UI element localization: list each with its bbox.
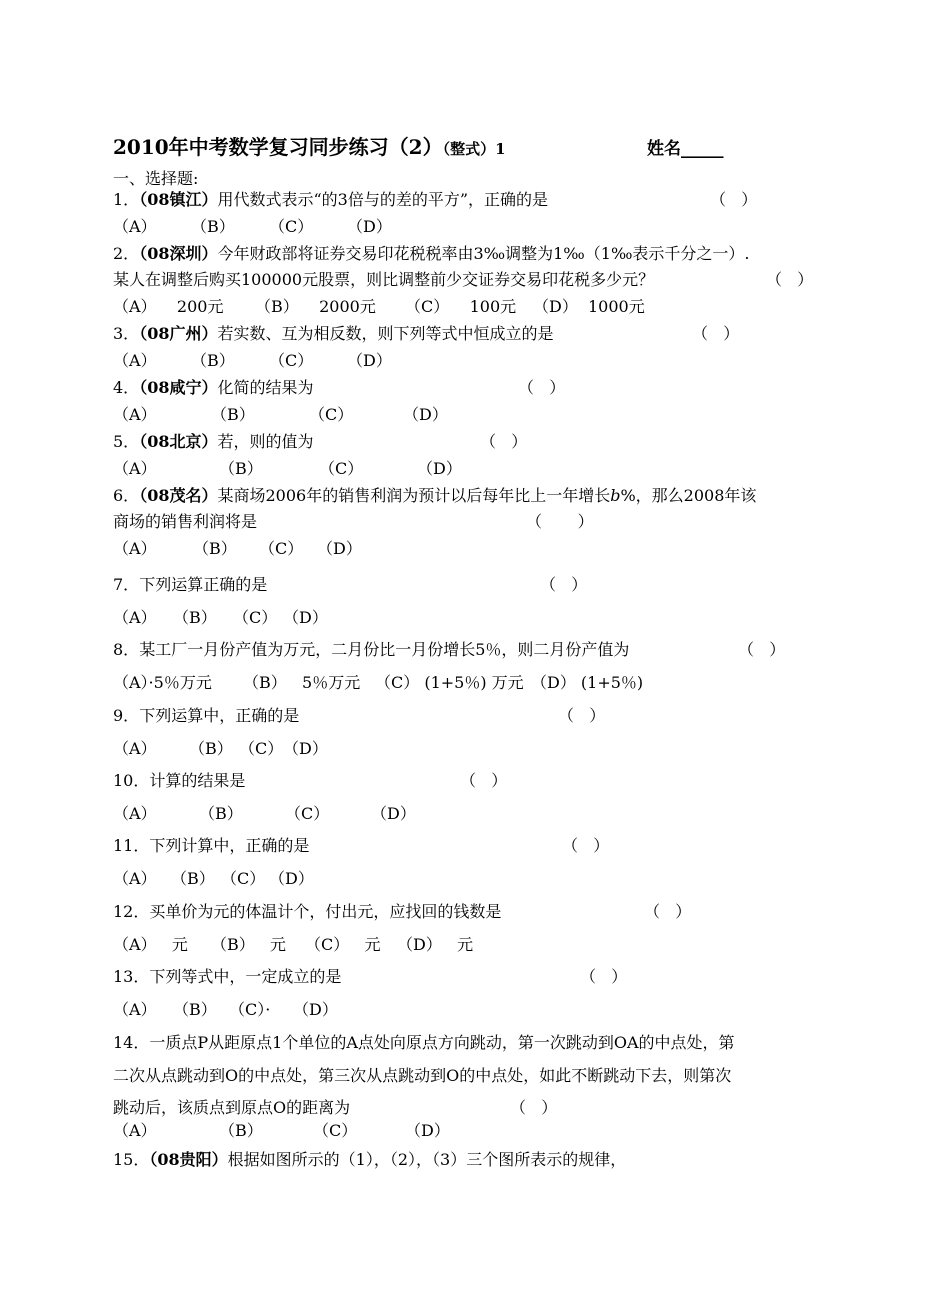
options-7: （A） （B） （C） （D） (113, 608, 328, 627)
options-5: （A） （B） （C） （D） (113, 459, 462, 478)
question-14-line-3: 跳动后，该质点到原点O的距离为 (113, 1098, 351, 1117)
question-15: 15．（08贵阳）根据如图所示的（1），（2），（3）三个图所表示的规律， (113, 1150, 627, 1169)
answer-blank-14: （ ） (510, 1098, 558, 1117)
question-2-line-2: 某人在调整后购买100000元股票，则比调整前少交证券交易印花税多少元？ (113, 270, 655, 289)
name-field-label: 姓名_____ (647, 139, 724, 159)
answer-blank-3: （ ） (692, 324, 740, 343)
question-6-line-2: 商场的销售利润将是 (113, 512, 258, 531)
question-9: 9．下列运算中，正确的是 (113, 706, 300, 725)
question-1: 1．（08镇江）用代数式表示“的3倍与的差的平方”，正确的是 (113, 190, 549, 209)
answer-blank-12: （ ） (644, 902, 692, 921)
answer-blank-13: （ ） (580, 967, 628, 986)
question-10: 10．计算的结果是 (113, 771, 246, 790)
answer-blank-4: （ ） (518, 378, 566, 397)
section-heading: 一、选择题: (113, 169, 199, 188)
question-13: 13．下列等式中，一定成立的是 (113, 967, 342, 986)
options-12: （A） 元 （B） 元 （C） 元 （D） 元 (113, 935, 474, 954)
options-3: （A） （B） （C） （D） (113, 351, 392, 370)
question-14-line-2: 二次从点跳动到O的中点处，第三次从点跳动到O的中点处，如此不断跳动下去，则第次 (113, 1066, 732, 1085)
answer-blank-11: （ ） (562, 836, 610, 855)
options-2: （A） 200元 （B） 2000元 （C） 100元 （D） 1000元 (113, 297, 645, 316)
options-10: （A） （B） （C） （D） (113, 804, 416, 823)
question-2: 2．（08深圳）今年财政部将证券交易印花税税率由3‰调整为1‰（1‰表示千分之一）. (113, 244, 750, 263)
question-14: 14．一质点P从距原点1个单位的A点处向原点方向跳动，第一次跳动到OA的中点处，第 (113, 1033, 735, 1052)
options-4: （A） （B） （C） （D） (113, 405, 448, 424)
question-11: 11．下列计算中，正确的是 (113, 836, 310, 855)
answer-blank-5: （ ） (480, 432, 528, 451)
question-4: 4．（08咸宁）化简的结果为 (113, 378, 314, 397)
options-11: （A） （B） （C） （D） (113, 869, 314, 888)
question-8: 8．某工厂一月份产值为万元，二月份比一月份增长5％，则二月份产值为 (113, 640, 630, 659)
options-6: （A） （B） （C） （D） (113, 539, 362, 558)
answer-blank-7: （ ） (540, 575, 588, 594)
question-3: 3．（08广州）若实数、互为相反数，则下列等式中恒成立的是 (113, 324, 554, 343)
options-1: （A） （B） （C） （D） (113, 217, 392, 236)
answer-blank-10: （ ） (460, 771, 508, 790)
question-6: 6．（08茂名）某商场2006年的销售利润为预计以后每年比上一年增长b%，那么2008年该 (113, 486, 757, 505)
question-5: 5．（08北京）若，则的值为 (113, 432, 314, 451)
question-7: 7．下列运算正确的是 (113, 575, 268, 594)
answer-blank-1: （ ） (710, 190, 758, 209)
answer-blank-6: （ ） (526, 512, 594, 531)
worksheet-title: 2010年中考数学复习同步练习（2）（整式）1 (113, 135, 506, 159)
options-9: （A） （B） （C） （D） (113, 739, 328, 758)
answer-blank-2: （ ） (766, 270, 814, 289)
options-14: （A） （B） （C） （D） (113, 1121, 450, 1140)
question-12: 12．买单价为元的体温计个，付出元，应找回的钱数是 (113, 902, 502, 921)
options-13: （A） （B） （C）· （D） (113, 1000, 338, 1019)
options-8: （A）·5％万元 （B） 5％万元 （C） (1+5％) 万元 （D） (1+5％) (113, 673, 644, 692)
answer-blank-8: （ ） (738, 640, 786, 659)
answer-blank-9: （ ） (558, 706, 606, 725)
